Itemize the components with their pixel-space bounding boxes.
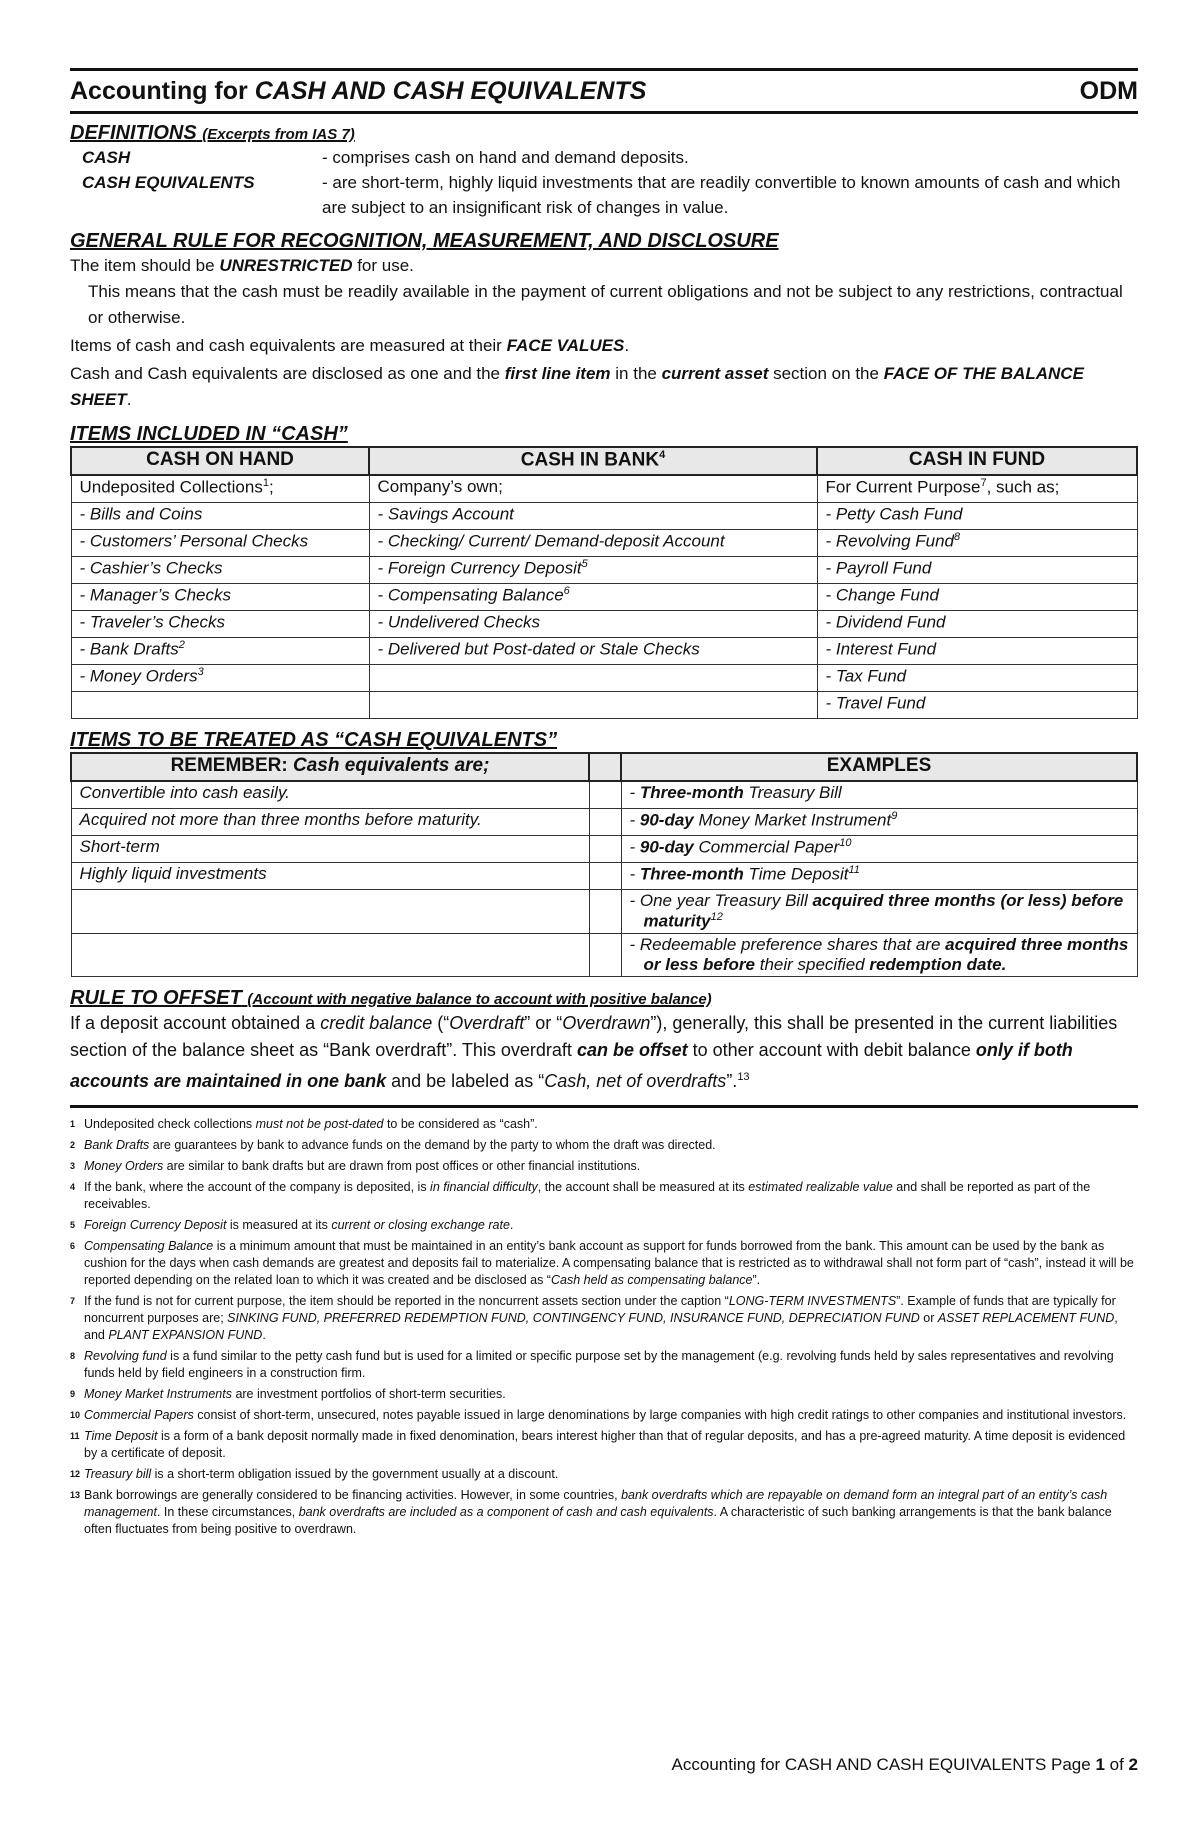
page-title (70, 68, 1138, 114)
footnote: 11 Time Deposit is a form of a bank deposit normally made in fixed denomination, bears interest higher than that of regular deposits, and has a pre-agreed maturity. A time deposit is evidenced by a certificate of deposit. (70, 1428, 1126, 1460)
title-tag: ODM (1079, 77, 1138, 105)
table-row (71, 530, 1137, 557)
table-row (71, 809, 1137, 836)
table-cell: - 90-day Money Market Instrument$^9$ (621, 809, 1137, 836)
footnote: 2 Bank Drafts are guarantees by bank to advance funds on the demand by the party to whom the draft was directed. (70, 1137, 716, 1152)
table-cell: - Tax Fund (817, 665, 1137, 692)
table-cell: - Undelivered Checks (369, 611, 817, 638)
table-cell (589, 809, 621, 836)
table-cell: - Travel Fund (817, 692, 1137, 719)
table-cell: - 90-day Commercial Paper$^{10}$ (621, 836, 1137, 863)
col-remember: REMEMBER: Cash equivalents are; (71, 753, 589, 781)
cash-items-table (70, 446, 1138, 719)
table-cell: - Three-month Time Deposit$^{11}$ (621, 863, 1137, 890)
table-cell: - Traveler’s Checks (71, 611, 369, 638)
table-cell: - Bills and Coins (71, 503, 369, 530)
table-cell: - Three-month Treasury Bill (621, 781, 1137, 809)
footnote: 12 Treasury bill is a short-term obligation issued by the government usually at a discount. (70, 1466, 559, 1481)
footnotes (70, 1116, 1138, 1538)
table-cell: Short-term (71, 836, 589, 863)
table-cell (71, 933, 589, 976)
general-line-3: Items of cash and cash equivalents are measured at their FACE VALUES. (70, 336, 630, 355)
col-cash-on-hand: CASH ON HAND (71, 447, 369, 475)
table-cell: Highly liquid investments (71, 863, 589, 890)
footnote: 1 Undeposited check collections must not be post-dated to be considered as “cash”. (70, 1116, 538, 1131)
footnote: 13 Bank borrowings are generally considered to be financing activities. However, in some countries, bank overdrafts which are repayable on demand form an integral part of an entity’s cash management. In these circumstances, bank overdrafts are included as a component of cash and cash equivalents. A characteristic of such banking arrangements is that the bank balance often fluctuates from being positive to overdrawn. (70, 1487, 1112, 1536)
table-row (71, 933, 1137, 976)
page-footer: Accounting for CASH AND CASH EQUIVALENTS Page 1 of 2 (671, 1755, 1138, 1774)
table-cell (369, 665, 817, 692)
offset-heading: RULE TO OFFSET (Account with negative balance to account with positive balance) (70, 986, 712, 1009)
table-row (71, 503, 1137, 530)
table-cell: - Customers’ Personal Checks (71, 530, 369, 557)
table-cell: Convertible into cash easily. (71, 781, 589, 809)
table-row (71, 638, 1137, 665)
footnote: 6 Compensating Balance is a minimum amount that must be maintained in an entity’s bank account as support for funds borrowed from the bank. This amount can be used by the bank as cushion for the days when cash demands are greatest and deposits fail to materialize. A compensating balance that is restricted as to withdrawal shall not form part of “cash”, instead it will be reported depending on the related loan to which it was created and be disclosed as “Cash held as compensating balance”. (70, 1238, 1134, 1287)
table-cell: - Checking/ Current/ Demand-deposit Account (369, 530, 817, 557)
footnote: 10 Commercial Papers consist of short-term, unsecured, notes payable issued in large denominations by large companies with high credit ratings to other companies and institutional investors. (70, 1407, 1127, 1422)
general-line-1: The item should be UNRESTRICTED for use. (70, 256, 414, 275)
table-header-row (71, 447, 1137, 475)
page-content (70, 68, 1138, 1542)
table-cell (71, 890, 589, 934)
table-cell: - Payroll Fund (817, 557, 1137, 584)
table-cell: - Cashier’s Checks (71, 557, 369, 584)
col-examples: EXAMPLES (621, 753, 1137, 781)
table-header-row (71, 753, 1137, 781)
table-cell: - Foreign Currency Deposit$^5$ (369, 557, 817, 584)
table-row (71, 692, 1137, 719)
table-cell (589, 890, 621, 934)
table-cell (369, 692, 817, 719)
table-cell: - Redeemable preference shares that are acquired three months or less before their specified redemption date. (621, 933, 1137, 976)
table-cell (589, 781, 621, 809)
table-cell (71, 692, 369, 719)
table-row (71, 836, 1137, 863)
table-cell: - Bank Drafts$^2$ (71, 638, 369, 665)
col-cash-in-fund: CASH IN FUND (817, 447, 1137, 475)
table-cell: Acquired not more than three months before maturity. (71, 809, 589, 836)
footnote: 7 If the fund is not for current purpose, the item should be reported in the noncurrent assets section under the caption “LONG-TERM INVESTMENTS”. Example of funds that are typically for noncurrent purposes are; SINKING FUND, PREFERRED REDEMPTION FUND, CONTINGENCY FUND, INSURANCE FUND, DEPRECIATION FUND or ASSET REPLACEMENT FUND, and PLANT EXPANSION FUND. (70, 1293, 1118, 1342)
table-cell: - Delivered but Post-dated or Stale Checks (369, 638, 817, 665)
footnote: 5 Foreign Currency Deposit is measured at its current or closing exchange rate. (70, 1217, 514, 1232)
cash-items-heading: ITEMS INCLUDED IN “CASH” (70, 423, 348, 445)
table-cell: - Savings Account (369, 503, 817, 530)
col-spacer (589, 753, 621, 781)
cash-equivalents-table (70, 752, 1138, 977)
table-row (71, 584, 1137, 611)
table-row: Undeposited Collections$^1$; Company’s own; For Current Purpose$^7$, such as; (71, 475, 1137, 503)
table-cell: - Manager’s Checks (71, 584, 369, 611)
definitions-heading: DEFINITIONS (Excerpts from IAS 7) (70, 122, 355, 144)
table-cell: - Dividend Fund (817, 611, 1137, 638)
table-cell: - Interest Fund (817, 638, 1137, 665)
table-row (71, 665, 1137, 692)
table-row (71, 781, 1137, 809)
footnote: 3 Money Orders are similar to bank drafts but are drawn from post offices or other financial institutions. (70, 1158, 641, 1173)
title-text: Accounting for CASH AND CASH EQUIVALENTS (70, 77, 647, 105)
col-cash-in-bank: CASH IN BANK$^4$ (369, 447, 817, 475)
footnote: 8 Revolving fund is a fund similar to the petty cash fund but is used for a limited or specific purpose set by the management (e.g. revolving funds held by sales representatives and revolving funds held by field engineers in a construction firm. (70, 1348, 1114, 1380)
table-cell (589, 863, 621, 890)
table-row (71, 890, 1137, 934)
definition-cash-equivalents: CASH EQUIVALENTS - are short-term, highly liquid investments that are readily convertible to known amounts of cash and which are subject to an insignificant risk of changes in value. (82, 173, 1121, 217)
table-cell (589, 933, 621, 976)
definition-cash: CASH - comprises cash on hand and demand deposits. (82, 148, 689, 167)
table-cell: - Revolving Fund$^8$ (817, 530, 1137, 557)
table-row (71, 863, 1137, 890)
footnote: 4 If the bank, where the account of the company is deposited, is in financial difficulty, the account shall be measured at its estimated realizable value and shall be reported as part of the receivables. (70, 1179, 1091, 1211)
table-cell: - Change Fund (817, 584, 1137, 611)
general-line-2: This means that the cash must be readily available in the payment of current obligations and not be subject to any restrictions, contractual or otherwise. (88, 282, 1123, 327)
table-cell (589, 836, 621, 863)
general-line-4: Cash and Cash equivalents are disclosed as one and the first line item in the current asset section on the FACE OF THE BALANCE SHEET. (70, 364, 1084, 409)
footnote: 9 Money Market Instruments are investment portfolios of short-term securities. (70, 1386, 506, 1401)
cash-equivalents-heading: ITEMS TO BE TREATED AS “CASH EQUIVALENTS” (70, 729, 558, 751)
table-cell: - Petty Cash Fund (817, 503, 1137, 530)
table-cell: - Money Orders$^3$ (71, 665, 369, 692)
footnote-divider (70, 1105, 1138, 1108)
table-cell: - One year Treasury Bill acquired three months (or less) before maturity$^{12}$ (621, 890, 1137, 934)
table-row (71, 611, 1137, 638)
table-cell: - Compensating Balance$^6$ (369, 584, 817, 611)
offset-paragraph: If a deposit account obtained a credit balance (“Overdraft” or “Overdrawn”), generally, this shall be presented in the current liabilities section of the balance sheet as “Bank overdraft”. This overdraft can be offset to other account with debit balance only if both accounts are maintained in one bank and be labeled as “Cash, net of overdrafts”.$^{13}$ (70, 1012, 1118, 1091)
general-rule-heading: GENERAL RULE FOR RECOGNITION, MEASUREMENT, AND DISCLOSURE (70, 230, 779, 252)
table-row (71, 557, 1137, 584)
